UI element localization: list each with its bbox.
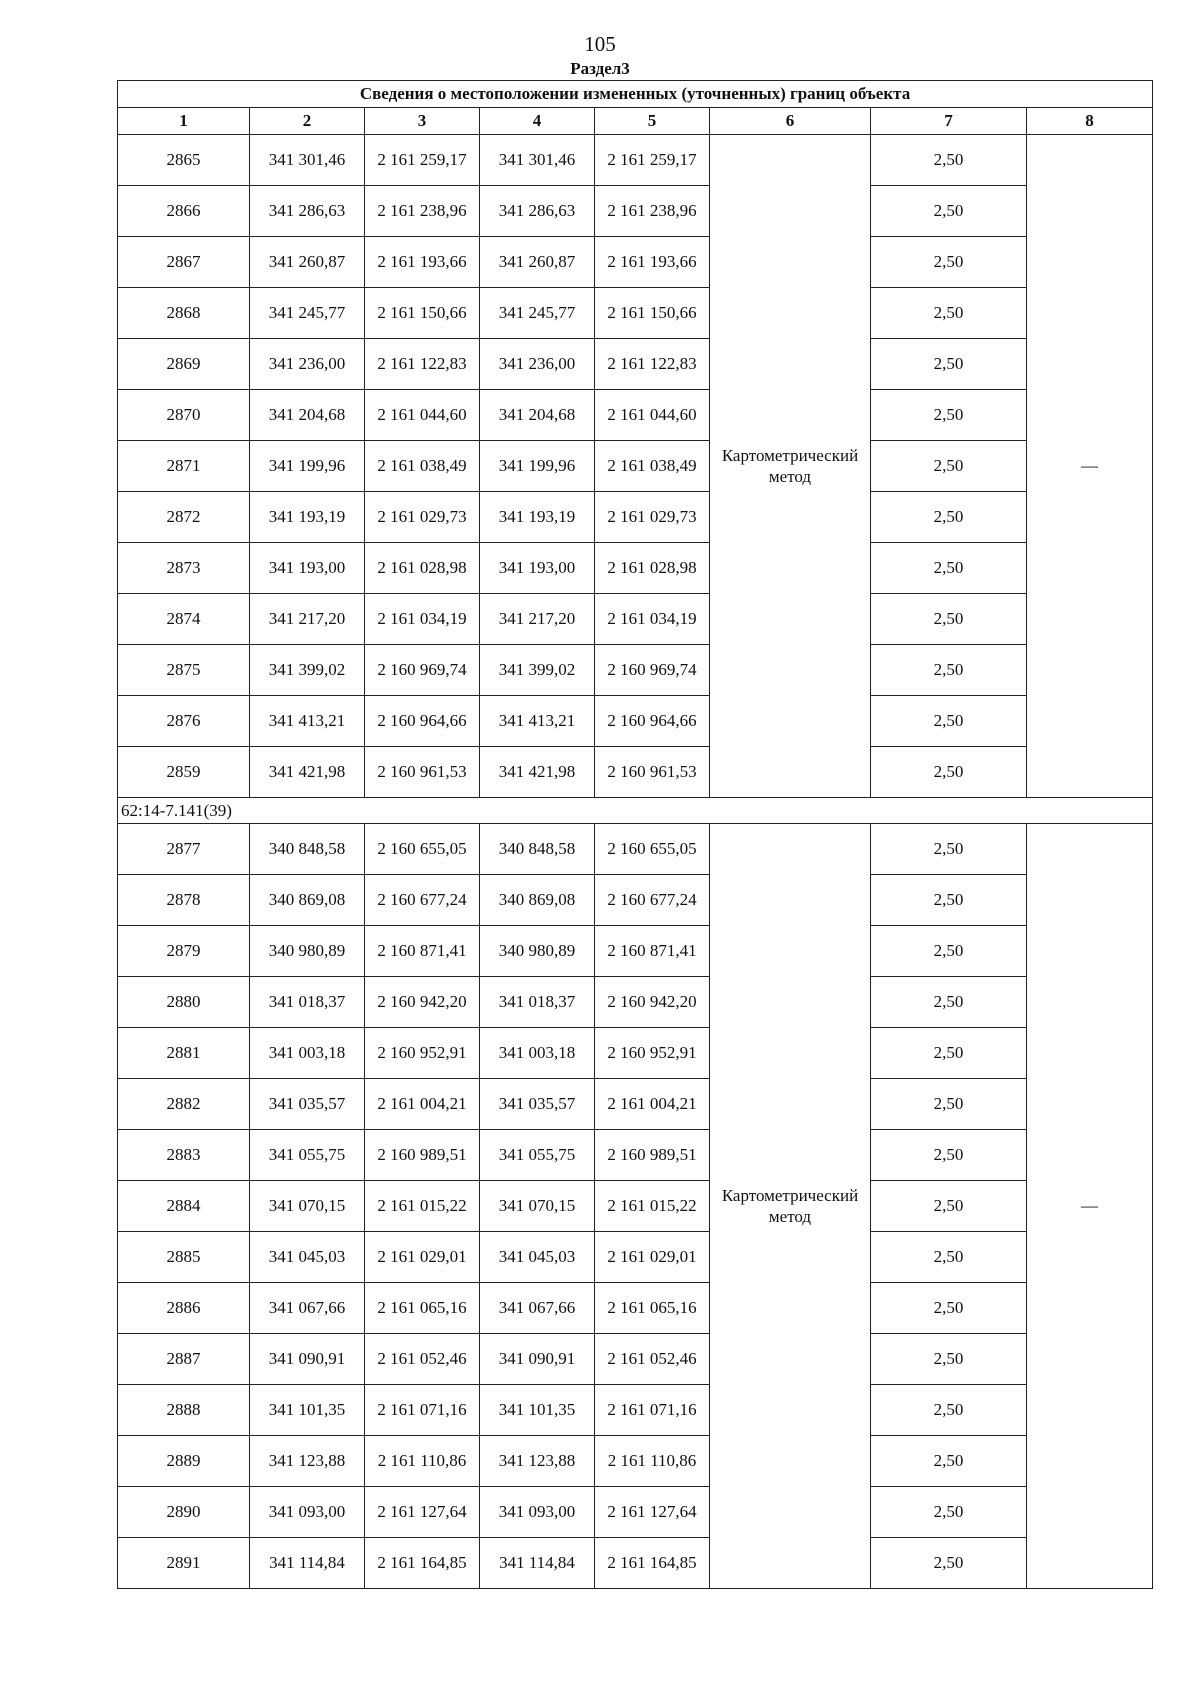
accuracy-cell: 2,50: [871, 1130, 1027, 1181]
x-existing-cell: 341 260,87: [250, 237, 365, 288]
x-new-cell: 341 018,37: [480, 977, 595, 1028]
y-new-cell: 2 161 029,01: [595, 1232, 710, 1283]
y-existing-cell: 2 161 029,73: [365, 492, 480, 543]
accuracy-cell: 2,50: [871, 824, 1027, 875]
y-new-cell: 2 160 964,66: [595, 696, 710, 747]
page-number: 105: [584, 32, 616, 56]
y-new-cell: 2 160 655,05: [595, 824, 710, 875]
y-new-cell: 2 161 238,96: [595, 186, 710, 237]
x-new-cell: 340 848,58: [480, 824, 595, 875]
y-existing-cell: 2 160 655,05: [365, 824, 480, 875]
x-existing-cell: 340 869,08: [250, 875, 365, 926]
accuracy-cell: 2,50: [871, 186, 1027, 237]
x-existing-cell: 340 980,89: [250, 926, 365, 977]
accuracy-cell: 2,50: [871, 135, 1027, 186]
accuracy-cell: 2,50: [871, 543, 1027, 594]
y-existing-cell: 2 161 029,01: [365, 1232, 480, 1283]
point-number-cell: 2867: [118, 237, 250, 288]
point-number-cell: 2872: [118, 492, 250, 543]
table-row: [118, 645, 1153, 696]
y-existing-cell: 2 160 961,53: [365, 747, 480, 798]
y-new-cell: 2 161 110,86: [595, 1436, 710, 1487]
accuracy-cell: 2,50: [871, 1283, 1027, 1334]
x-existing-cell: 341 413,21: [250, 696, 365, 747]
accuracy-cell: 2,50: [871, 288, 1027, 339]
y-existing-cell: 2 161 034,19: [365, 594, 480, 645]
table-row: [118, 237, 1153, 288]
x-new-cell: 341 217,20: [480, 594, 595, 645]
point-number-cell: 2887: [118, 1334, 250, 1385]
x-existing-cell: 341 193,00: [250, 543, 365, 594]
y-new-cell: 2 161 052,46: [595, 1334, 710, 1385]
x-new-cell: 341 193,19: [480, 492, 595, 543]
y-new-cell: 2 161 122,83: [595, 339, 710, 390]
point-number-cell: 2866: [118, 186, 250, 237]
x-new-cell: 341 067,66: [480, 1283, 595, 1334]
x-existing-cell: 341 090,91: [250, 1334, 365, 1385]
accuracy-cell: 2,50: [871, 594, 1027, 645]
x-existing-cell: 341 399,02: [250, 645, 365, 696]
column-header: 6: [710, 108, 871, 135]
point-number-cell: 2879: [118, 926, 250, 977]
point-number-cell: 2882: [118, 1079, 250, 1130]
y-existing-cell: 2 161 150,66: [365, 288, 480, 339]
table-row: [118, 543, 1153, 594]
accuracy-cell: 2,50: [871, 1028, 1027, 1079]
accuracy-cell: 2,50: [871, 926, 1027, 977]
accuracy-cell: 2,50: [871, 492, 1027, 543]
x-existing-cell: 341 204,68: [250, 390, 365, 441]
x-new-cell: 341 090,91: [480, 1334, 595, 1385]
y-existing-cell: 2 161 122,83: [365, 339, 480, 390]
x-existing-cell: 341 101,35: [250, 1385, 365, 1436]
table-row: [118, 186, 1153, 237]
method-cell: Картометрический метод: [710, 135, 871, 798]
y-new-cell: 2 161 259,17: [595, 135, 710, 186]
table-row: [118, 1079, 1153, 1130]
y-new-cell: 2 161 127,64: [595, 1487, 710, 1538]
x-new-cell: 341 114,84: [480, 1538, 595, 1589]
point-number-cell: 2871: [118, 441, 250, 492]
y-existing-cell: 2 161 071,16: [365, 1385, 480, 1436]
accuracy-cell: 2,50: [871, 747, 1027, 798]
point-number-cell: 2885: [118, 1232, 250, 1283]
x-existing-cell: 341 114,84: [250, 1538, 365, 1589]
table-row: [118, 135, 1153, 186]
column-header: 2: [250, 108, 365, 135]
x-existing-cell: 341 245,77: [250, 288, 365, 339]
accuracy-cell: 2,50: [871, 237, 1027, 288]
y-new-cell: 2 161 044,60: [595, 390, 710, 441]
x-existing-cell: 341 217,20: [250, 594, 365, 645]
point-number-cell: 2886: [118, 1283, 250, 1334]
y-new-cell: 2 161 164,85: [595, 1538, 710, 1589]
x-existing-cell: 341 067,66: [250, 1283, 365, 1334]
x-new-cell: 341 093,00: [480, 1487, 595, 1538]
y-existing-cell: 2 161 259,17: [365, 135, 480, 186]
table-body: [118, 135, 1153, 1589]
point-number-cell: 2878: [118, 875, 250, 926]
y-new-cell: 2 161 150,66: [595, 288, 710, 339]
table-row: [118, 492, 1153, 543]
point-number-cell: 2884: [118, 1181, 250, 1232]
y-new-cell: 2 160 677,24: [595, 875, 710, 926]
y-existing-cell: 2 161 004,21: [365, 1079, 480, 1130]
x-existing-cell: 341 123,88: [250, 1436, 365, 1487]
y-existing-cell: 2 161 238,96: [365, 186, 480, 237]
x-new-cell: 341 301,46: [480, 135, 595, 186]
point-number-cell: 2881: [118, 1028, 250, 1079]
x-existing-cell: 341 301,46: [250, 135, 365, 186]
x-existing-cell: 341 055,75: [250, 1130, 365, 1181]
y-existing-cell: 2 160 969,74: [365, 645, 480, 696]
column-header: 5: [595, 108, 710, 135]
x-existing-cell: 341 045,03: [250, 1232, 365, 1283]
point-number-cell: 2875: [118, 645, 250, 696]
y-existing-cell: 2 160 942,20: [365, 977, 480, 1028]
y-existing-cell: 2 160 964,66: [365, 696, 480, 747]
accuracy-cell: 2,50: [871, 1487, 1027, 1538]
point-number-cell: 2889: [118, 1436, 250, 1487]
point-number-cell: 2891: [118, 1538, 250, 1589]
x-existing-cell: 341 193,19: [250, 492, 365, 543]
table-row: [118, 1232, 1153, 1283]
point-number-cell: 2870: [118, 390, 250, 441]
accuracy-cell: 2,50: [871, 645, 1027, 696]
y-new-cell: 2 161 028,98: [595, 543, 710, 594]
y-existing-cell: 2 161 193,66: [365, 237, 480, 288]
x-existing-cell: 341 070,15: [250, 1181, 365, 1232]
x-existing-cell: 341 035,57: [250, 1079, 365, 1130]
x-new-cell: 340 869,08: [480, 875, 595, 926]
accuracy-cell: 2,50: [871, 1385, 1027, 1436]
x-new-cell: 341 413,21: [480, 696, 595, 747]
y-new-cell: 2 160 989,51: [595, 1130, 710, 1181]
x-new-cell: 341 101,35: [480, 1385, 595, 1436]
point-number-cell: 2876: [118, 696, 250, 747]
x-existing-cell: 341 018,37: [250, 977, 365, 1028]
y-new-cell: 2 161 034,19: [595, 594, 710, 645]
table-row: [118, 824, 1153, 875]
table-row: [118, 1385, 1153, 1436]
x-existing-cell: 341 236,00: [250, 339, 365, 390]
x-new-cell: 341 035,57: [480, 1079, 595, 1130]
y-existing-cell: 2 161 044,60: [365, 390, 480, 441]
y-new-cell: 2 160 969,74: [595, 645, 710, 696]
point-number-cell: 2859: [118, 747, 250, 798]
x-existing-cell: 341 199,96: [250, 441, 365, 492]
y-new-cell: 2 160 871,41: [595, 926, 710, 977]
x-new-cell: 341 070,15: [480, 1181, 595, 1232]
x-new-cell: 341 236,00: [480, 339, 595, 390]
accuracy-cell: 2,50: [871, 339, 1027, 390]
x-new-cell: 341 245,77: [480, 288, 595, 339]
x-new-cell: 341 421,98: [480, 747, 595, 798]
point-number-cell: 2869: [118, 339, 250, 390]
x-new-cell: 341 055,75: [480, 1130, 595, 1181]
table-row: [118, 1181, 1153, 1232]
y-new-cell: 2 161 071,16: [595, 1385, 710, 1436]
y-existing-cell: 2 161 110,86: [365, 1436, 480, 1487]
x-new-cell: 341 003,18: [480, 1028, 595, 1079]
point-number-cell: 2873: [118, 543, 250, 594]
table-row: [118, 1334, 1153, 1385]
column-header: 8: [1027, 108, 1153, 135]
accuracy-cell: 2,50: [871, 441, 1027, 492]
table-row: [118, 1283, 1153, 1334]
point-number-cell: 2874: [118, 594, 250, 645]
y-new-cell: 2 161 015,22: [595, 1181, 710, 1232]
y-new-cell: 2 161 065,16: [595, 1283, 710, 1334]
point-number-cell: 2868: [118, 288, 250, 339]
accuracy-cell: 2,50: [871, 977, 1027, 1028]
y-existing-cell: 2 161 038,49: [365, 441, 480, 492]
table-row: [118, 1130, 1153, 1181]
accuracy-cell: 2,50: [871, 1436, 1027, 1487]
x-new-cell: 341 286,63: [480, 186, 595, 237]
table-header-row: [118, 108, 1153, 135]
table-row: [118, 288, 1153, 339]
column-header: 4: [480, 108, 595, 135]
accuracy-cell: 2,50: [871, 1334, 1027, 1385]
x-new-cell: 341 045,03: [480, 1232, 595, 1283]
y-existing-cell: 2 161 065,16: [365, 1283, 480, 1334]
point-number-cell: 2888: [118, 1385, 250, 1436]
table-row: [118, 594, 1153, 645]
x-new-cell: 340 980,89: [480, 926, 595, 977]
y-new-cell: 2 161 029,73: [595, 492, 710, 543]
y-new-cell: 2 161 193,66: [595, 237, 710, 288]
y-existing-cell: 2 160 677,24: [365, 875, 480, 926]
table-row: [118, 977, 1153, 1028]
note-cell: —: [1027, 135, 1153, 798]
accuracy-cell: 2,50: [871, 875, 1027, 926]
y-new-cell: 2 160 952,91: [595, 1028, 710, 1079]
x-new-cell: 341 123,88: [480, 1436, 595, 1487]
table-caption: Сведения о местоположении измененных (уточненных) границ объекта: [118, 81, 1153, 108]
x-existing-cell: 341 093,00: [250, 1487, 365, 1538]
x-new-cell: 341 199,96: [480, 441, 595, 492]
point-number-cell: 2877: [118, 824, 250, 875]
method-cell: Картометрический метод: [710, 824, 871, 1589]
y-existing-cell: 2 160 989,51: [365, 1130, 480, 1181]
x-new-cell: 341 204,68: [480, 390, 595, 441]
y-new-cell: 2 160 942,20: [595, 977, 710, 1028]
x-existing-cell: 341 421,98: [250, 747, 365, 798]
table-caption-row: [118, 81, 1153, 108]
y-new-cell: 2 161 038,49: [595, 441, 710, 492]
table-row: [118, 339, 1153, 390]
x-new-cell: 341 399,02: [480, 645, 595, 696]
accuracy-cell: 2,50: [871, 1232, 1027, 1283]
table-row: [118, 926, 1153, 977]
accuracy-cell: 2,50: [871, 1181, 1027, 1232]
table-row: [118, 441, 1153, 492]
coordinates-table: [117, 80, 1153, 1589]
table-row: [118, 390, 1153, 441]
table-row: [118, 1436, 1153, 1487]
accuracy-cell: 2,50: [871, 1538, 1027, 1589]
y-new-cell: 2 161 004,21: [595, 1079, 710, 1130]
y-existing-cell: 2 161 127,64: [365, 1487, 480, 1538]
point-number-cell: 2880: [118, 977, 250, 1028]
x-existing-cell: 341 003,18: [250, 1028, 365, 1079]
x-existing-cell: 340 848,58: [250, 824, 365, 875]
accuracy-cell: 2,50: [871, 696, 1027, 747]
accuracy-cell: 2,50: [871, 1079, 1027, 1130]
y-existing-cell: 2 161 028,98: [365, 543, 480, 594]
y-existing-cell: 2 160 952,91: [365, 1028, 480, 1079]
point-number-cell: 2890: [118, 1487, 250, 1538]
table-row: [118, 875, 1153, 926]
section-title: Раздел3: [570, 59, 630, 78]
y-existing-cell: 2 161 015,22: [365, 1181, 480, 1232]
y-existing-cell: 2 160 871,41: [365, 926, 480, 977]
x-new-cell: 341 193,00: [480, 543, 595, 594]
table-row: [118, 1538, 1153, 1589]
column-header: 1: [118, 108, 250, 135]
table-row: [118, 1487, 1153, 1538]
table-row: [118, 747, 1153, 798]
y-existing-cell: 2 161 164,85: [365, 1538, 480, 1589]
table-row: [118, 696, 1153, 747]
point-number-cell: 2883: [118, 1130, 250, 1181]
x-existing-cell: 341 286,63: [250, 186, 365, 237]
column-header: 7: [871, 108, 1027, 135]
y-new-cell: 2 160 961,53: [595, 747, 710, 798]
group-label-row: [118, 798, 1153, 824]
point-number-cell: 2865: [118, 135, 250, 186]
table-row: [118, 1028, 1153, 1079]
note-cell: —: [1027, 824, 1153, 1589]
column-header: 3: [365, 108, 480, 135]
group-label: 62:14-7.141(39): [118, 798, 1153, 824]
x-new-cell: 341 260,87: [480, 237, 595, 288]
accuracy-cell: 2,50: [871, 390, 1027, 441]
y-existing-cell: 2 161 052,46: [365, 1334, 480, 1385]
